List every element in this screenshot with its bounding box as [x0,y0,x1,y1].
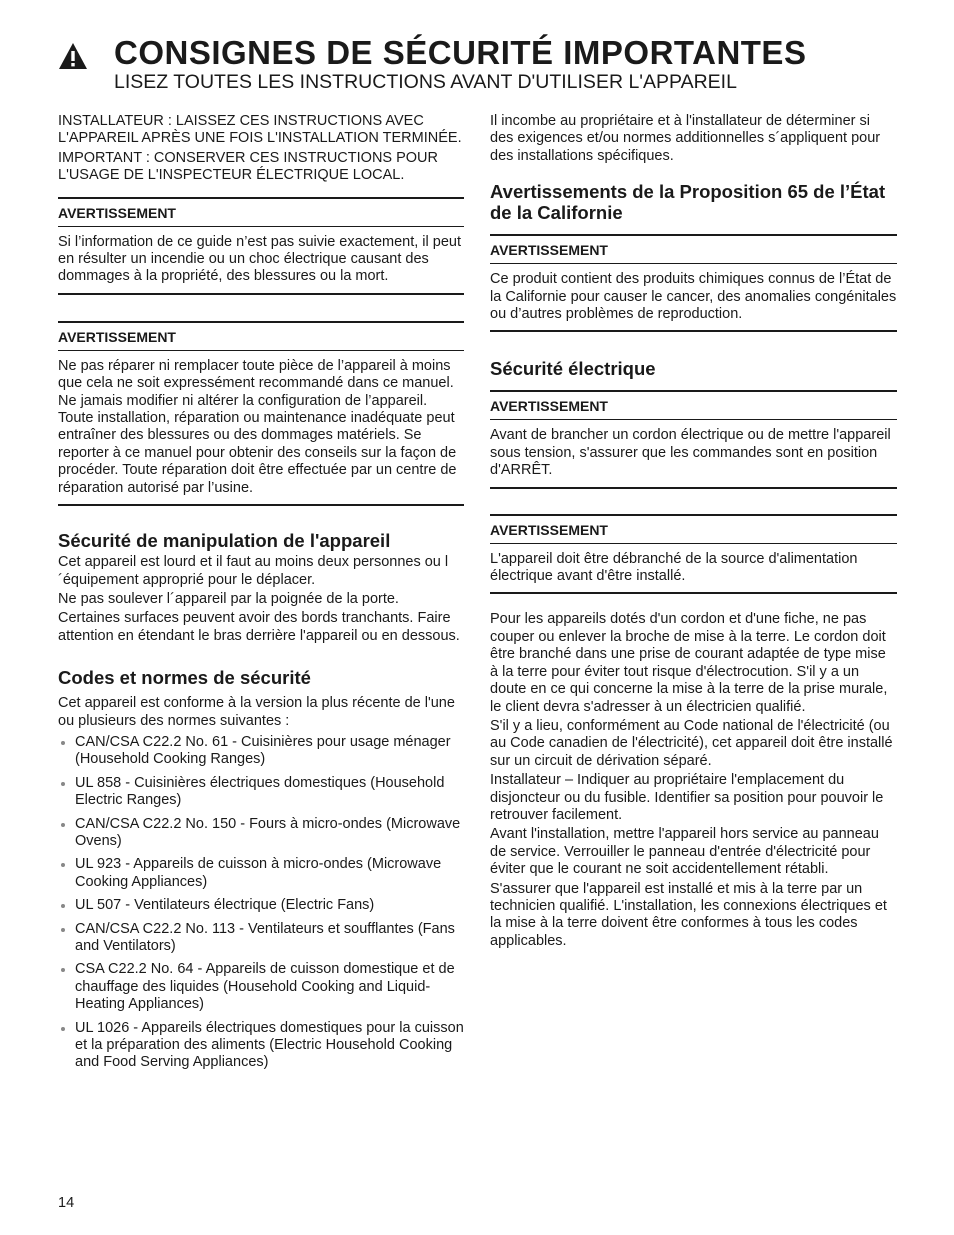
electrical-heading: Sécurité électrique [490,358,656,380]
important-note: IMPORTANT : CONSERVER CES INSTRUCTIONS POUR L'USAGE DE L'INSPECTEUR ÉLECTRIQUE LOCAL. [58,149,439,184]
warning-text: Avant de brancher un cordon électrique ou de mettre l'appareil sous tension, s'assurer que les commandes sont en position d'ARRÊT. [490,427,891,479]
electrical-paragraph: S'assurer que l'appareil est installé et mis à la terre par un technicien qualifié. L'installation, les connexions électriques et la mise à la terre doivent être conformes à tous les codes applicables. [490,880,887,949]
electrical-paragraph: Pour les appareils dotés d'un cordon et d'une fiche, ne pas couper ou enlever la broche de mise à la terre. Le cordon doit être branché dans une prise de courant adaptée de type mise à la terre pour éviter tout risque d'électrocution. S'il y a un doute en ce qui concerne la mise à la terre de la prise murale, le client devra s'adresser à un électricien qualifié. [490,611,888,715]
warning-text: Ne pas réparer ni remplacer toute pièce de l’appareil à moins que cela ne soit expressément recommandé dans ce manuel. Ne jamais modifier ni altérer la configuration de l’appareil. Toute installation, réparation ou maintenance inadéquate peut entraîner des blessures ou des dommages matériels. Se reporter à ce manuel pour obtenir des conseils sur la façon de procéder. Toute réparation doit être effectuée par un centre de réparation autorisé par l’usine. [58,357,457,496]
electrical-paragraph: Avant l'installation, mettre l'appareil hors service au panneau de service. Verrouiller le panneau d'entrée d'électricité pour éviter que le courant ne soit accidentellement rétabli. [490,826,879,878]
warning-text: Si l’information de ce guide n’est pas suivie exactement, il peut en résulter un incendie ou un choc électrique causant des dommages à la propriété, des blessures ou la mort. [58,233,461,285]
codes-intro: Cet appareil est conforme à la version la plus récente de l'une ou plusieurs des normes suivantes : [58,695,455,729]
list-item: CAN/CSA C22.2 No. 150 - Fours à micro-ondes (Microwave Ovens) [58,816,464,851]
warning-triangle-icon [58,42,88,70]
warning-label: AVERTISSEMENT [58,199,464,227]
list-item: CSA C22.2 No. 64 - Appareils de cuisson domestique et de chauffage des liquides (Household Cooking and Liquid-Heating Appliances) [58,961,464,1013]
list-item: CAN/CSA C22.2 No. 113 - Ventilateurs et soufflantes (Fans and Ventilators) [58,921,464,956]
requirements-note: Il incombe au propriétaire et à l'installateur de déterminer si des exigences et/ou normes additionnelles s´appliquent pour des installations spécifiques. [490,113,881,164]
warning-box-disconnect [490,514,897,595]
warning-box-power-off [490,390,897,488]
warning-text: L'appareil doit être débranché de la source d'alimentation électrique avant d'être installé. [490,550,858,585]
warning-box-instructions [58,197,464,295]
prop65-heading: Avertissements de la Proposition 65 de l’État de la Californie [490,181,886,224]
list-item: UL 507 - Ventilateurs électrique (Electric Fans) [58,897,464,914]
warning-label: AVERTISSEMENT [490,236,897,264]
page-title: CONSIGNES DE SÉCURITÉ IMPORTANTES [114,34,807,71]
handling-paragraph: Certaines surfaces peuvent avoir des bords tranchants. Faire attention en étendant le bras derrière l'appareil ou en dessous. [58,610,460,644]
warning-box-repair [58,321,464,506]
right-column [490,113,897,952]
codes-heading: Codes et normes de sécurité [58,667,311,689]
handling-heading: Sécurité de manipulation de l'appareil [58,530,391,552]
warning-label: AVERTISSEMENT [490,392,897,420]
list-item: UL 1026 - Appareils électriques domestiques pour la cuisson et la préparation des aliments (Electric Household Cooking and Food Serving Appliances) [58,1020,464,1072]
warning-box-prop65 [490,234,897,332]
list-item: UL 858 - Cuisinières électriques domestiques (Household Electric Ranges) [58,775,464,810]
electrical-paragraph: Installateur – Indiquer au propriétaire l'emplacement du disjoncteur ou du fusible. Identifier sa position pour pouvoir le retrouver facilement. [490,772,884,823]
warning-text: Ce produit contient des produits chimiques connus de l’État de la Californie pour causer le cancer, des anomalies congénitales ou d’autres problèmes de reproduction. [490,271,897,323]
warning-label: AVERTISSEMENT [490,516,897,544]
handling-paragraph: Ne pas soulever l´appareil par la poignée de la porte. [58,590,399,607]
page-subtitle: LISEZ TOUTES LES INSTRUCTIONS AVANT D'UTILISER L'APPAREIL [114,71,737,93]
handling-paragraph: Cet appareil est lourd et il faut au moins deux personnes ou l´équipement approprié pour le déplacer. [58,554,449,588]
standards-list [58,734,464,1072]
list-item: UL 923 - Appareils de cuisson à micro-ondes (Microwave Cooking Appliances) [58,856,464,891]
left-column [58,113,464,1078]
list-item: CAN/CSA C22.2 No. 61 - Cuisinières pour usage ménager (Household Cooking Ranges) [58,734,464,769]
page-number: 14 [58,1195,75,1211]
warning-label: AVERTISSEMENT [58,323,464,351]
electrical-paragraph: S'il y a lieu, conformément au Code national de l'électricité (ou au Code canadien de l'électricité), cet appareil doit être installé sur un circuit de dérivation séparé. [490,717,893,769]
installer-note: INSTALLATEUR : LAISSEZ CES INSTRUCTIONS AVEC L'APPAREIL APRÈS UNE FOIS L'INSTALLATION TERMINÉE. [58,113,462,147]
